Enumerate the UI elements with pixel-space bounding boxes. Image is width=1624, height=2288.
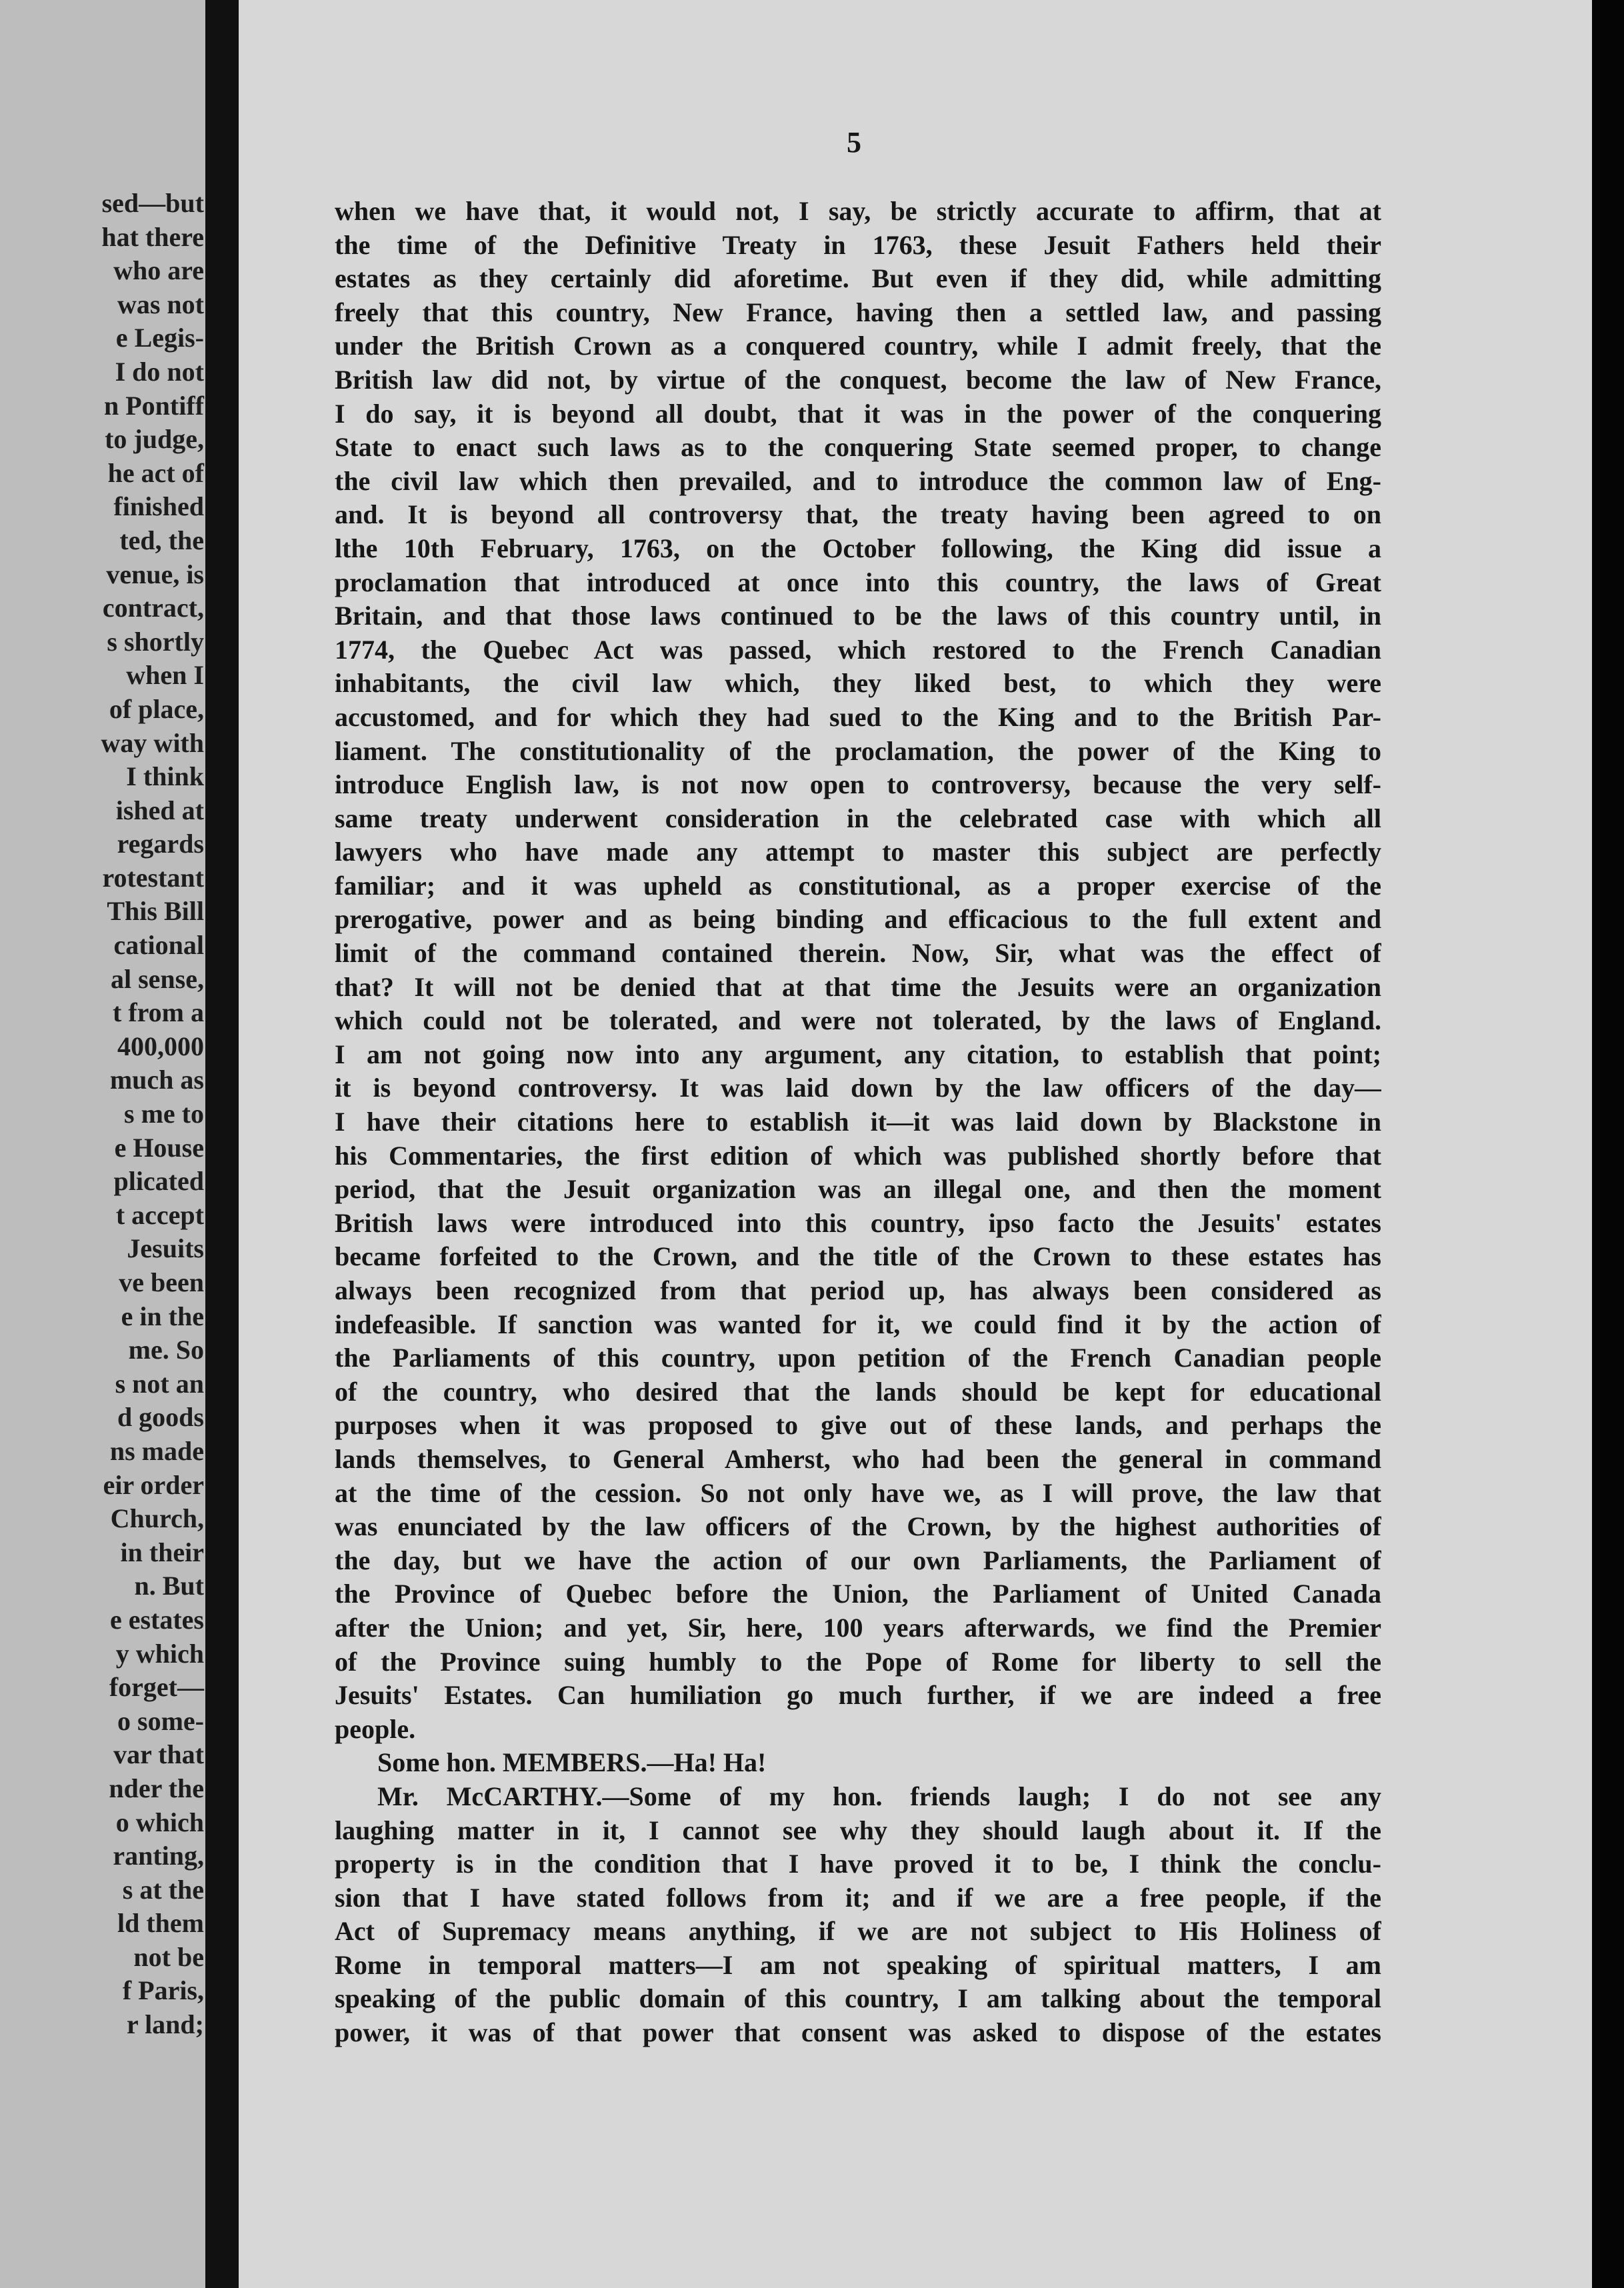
text-line: became forfeited to the Crown, and the title of the Crown to these estates has <box>335 1241 1381 1272</box>
left-page-line: plicated <box>113 1166 204 1197</box>
left-page-line: contract, <box>102 593 204 623</box>
left-facing-page <box>0 0 213 2288</box>
text-line: his Commentaries, the first edition of which was published shortly before that <box>335 1140 1381 1171</box>
text-line: lthe 10th February, 1763, on the October following, the King did issue a <box>335 533 1381 563</box>
left-page-line: d goods <box>117 1402 204 1433</box>
text-line: freely that this country, New France, having then a settled law, and passing <box>335 297 1381 327</box>
left-page-line: I think <box>126 761 204 792</box>
text-line: lands themselves, to General Amherst, who had been the general in command <box>335 1443 1381 1474</box>
text-line: introduce English law, is not now open to controversy, because the very self- <box>335 769 1381 800</box>
left-page-line: ted, the <box>119 525 204 555</box>
text-line: Jesuits' Estates. Can humiliation go much further, if we are indeed a free <box>335 1680 1381 1711</box>
text-line: when we have that, it would not, I say, be strictly accurate to affirm, that at <box>335 196 1381 226</box>
left-page-line: was not <box>117 289 204 319</box>
left-page-line: n. But <box>134 1571 204 1601</box>
text-line: same treaty underwent consideration in the celebrated case with which all <box>335 803 1381 833</box>
left-page-line: s not an <box>115 1368 204 1399</box>
text-line: people. <box>335 1713 416 1744</box>
text-line: property is in the condition that I have proved it to be, I think the conclu- <box>335 1849 1381 1879</box>
left-page-line: ished at <box>115 795 204 825</box>
left-page-line: sed—but <box>101 188 204 218</box>
left-page-line: me. So <box>128 1335 204 1365</box>
text-line: period, that the Jesuit organization was an illegal one, and then the moment <box>335 1174 1381 1205</box>
text-line: after the Union; and yet, Sir, here, 100 years afterwards, we find the Premier <box>335 1612 1381 1643</box>
left-page-line: I do not <box>115 356 204 387</box>
left-page-line: s shortly <box>107 626 204 657</box>
text-line: sion that I have stated follows from it; and if we are a free people, if the <box>335 1882 1381 1913</box>
text-line: limit of the command contained therein. Now, Sir, what was the effect of <box>335 938 1381 969</box>
text-line: which could not be tolerated, and were not tolerated, by the laws of England. <box>335 1005 1381 1036</box>
text-line: British law did not, by virtue of the conquest, become the law of New France, <box>335 364 1381 395</box>
left-page-text-column <box>101 187 204 2042</box>
left-page-line: o some- <box>117 1705 204 1736</box>
text-line: the civil law which then prevailed, and to introduce the common law of Eng- <box>335 465 1381 496</box>
left-page-line: t from a <box>113 997 204 1028</box>
body-text <box>335 195 1381 2050</box>
left-page-line: in their <box>120 1537 204 1567</box>
text-line: purposes when it was proposed to give out of these lands, and perhaps the <box>335 1410 1381 1441</box>
left-page-line: who are <box>113 255 204 286</box>
text-line: of the Province suing humbly to the Pope of Rome for liberty to sell the <box>335 1646 1381 1677</box>
left-page-line: cational <box>113 930 204 961</box>
text-line: laughing matter in it, I cannot see why they should laugh about it. If the <box>335 1815 1381 1845</box>
text-line: and. It is beyond all controversy that, the treaty having been agreed to on <box>335 499 1381 530</box>
text-line: the time of the Definitive Treaty in 1763, these Jesuit Fathers held their <box>335 229 1381 260</box>
text-line: the Province of Quebec before the Union, the Parliament of United Canada <box>335 1579 1381 1609</box>
left-page-line: rotestant <box>102 862 204 893</box>
text-line: I have their citations here to establish it—it was laid down by Blackstone in <box>335 1107 1381 1137</box>
left-page-line: way with <box>101 727 204 758</box>
left-page-line: venue, is <box>106 559 204 589</box>
left-page-line: 400,000 <box>117 1031 204 1061</box>
text-line: estates as they certainly did aforetime. But even if they did, while admitting <box>335 263 1381 294</box>
text-line: liament. The constitutionality of the proclamation, the power of the King to <box>335 735 1381 766</box>
left-page-line: nder the <box>109 1773 204 1803</box>
page-edge-shadow <box>1592 0 1624 2288</box>
left-page-line: eir order <box>103 1469 204 1500</box>
text-line: Rome in temporal matters—I am not speaking of spiritual matters, I am <box>335 1949 1381 1980</box>
left-page-line: finished <box>113 491 204 522</box>
text-line: Some hon. MEMBERS.—Ha! Ha! <box>377 1747 767 1778</box>
text-line: 1774, the Quebec Act was passed, which restored to the French Canadian <box>335 634 1381 665</box>
text-line: indefeasible. If sanction was wanted for it, we could find it by the action of <box>335 1309 1381 1339</box>
left-page-line: t accept <box>115 1199 204 1230</box>
left-page-line: e House <box>114 1132 204 1163</box>
left-page-line: of place, <box>109 693 204 724</box>
text-line: the Parliaments of this country, upon petition of the French Canadian people <box>335 1343 1381 1373</box>
text-line: lawyers who have made any attempt to master this subject are perfectly <box>335 837 1381 867</box>
text-line: accustomed, and for which they had sued to the King and to the British Par- <box>335 701 1381 732</box>
left-page-line: forget— <box>109 1672 204 1703</box>
text-line: speaking of the public domain of this country, I am talking about the temporal <box>335 1983 1381 2014</box>
left-page-line: n Pontiff <box>104 390 204 421</box>
text-line: it is beyond controversy. It was laid down by the law officers of the day— <box>335 1073 1381 1103</box>
left-page-line: ld them <box>117 1908 204 1939</box>
text-line: I do say, it is beyond all doubt, that it was in the power of the conquering <box>335 398 1381 429</box>
left-page-line: Jesuits <box>127 1233 204 1264</box>
text-line: at the time of the cession. So not only have we, as I will prove, the law that <box>335 1477 1381 1508</box>
text-line: State to enact such laws as to the conquering State seemed proper, to change <box>335 432 1381 463</box>
left-page-line: ve been <box>119 1267 204 1297</box>
text-line: inhabitants, the civil law which, they liked best, to which they were <box>335 668 1381 699</box>
book-gutter <box>205 0 239 2288</box>
left-page-line: y which <box>115 1638 204 1669</box>
left-page-line: regards <box>117 829 204 859</box>
left-page-line: Church, <box>110 1503 204 1534</box>
left-page-line: e Legis- <box>115 323 204 353</box>
text-line: was enunciated by the law officers of the Crown, by the highest authorities of <box>335 1511 1381 1542</box>
text-line: I am not going now into any argument, any citation, to establish that point; <box>335 1039 1381 1069</box>
left-page-line: var that <box>113 1739 204 1770</box>
left-page-line: hat there <box>101 221 204 252</box>
left-page-line: This Bill <box>107 896 204 927</box>
text-line: the day, but we have the action of our own Parliaments, the Parliament of <box>335 1545 1381 1575</box>
left-page-line: not be <box>133 1941 204 1972</box>
left-page-line: he act of <box>107 457 204 488</box>
text-line: of the country, who desired that the lands should be kept for educational <box>335 1376 1381 1407</box>
text-line: under the British Crown as a conquered country, while I admit freely, that the <box>335 331 1381 361</box>
left-page-line: s at the <box>122 1874 204 1905</box>
left-page-line: s me to <box>124 1099 204 1129</box>
text-line: British laws were introduced into this country, ipso facto the Jesuits' estates <box>335 1207 1381 1238</box>
text-line: prerogative, power and as being binding and efficacious to the full extent and <box>335 904 1381 935</box>
left-page-line: when I <box>126 660 204 691</box>
left-page-line: o which <box>115 1807 204 1837</box>
text-line: familiar; and it was upheld as constitutional, as a proper exercise of the <box>335 870 1381 901</box>
text-line: Mr. McCARTHY.—Some of my hon. friends laugh; I do not see any <box>377 1781 1381 1811</box>
text-line: always been recognized from that period up, has always been considered as <box>335 1275 1381 1305</box>
left-page-line: r land; <box>127 2009 204 2040</box>
left-page-line: to judge, <box>105 424 204 455</box>
left-page-line: e estates <box>109 1604 204 1635</box>
left-page-line: ranting, <box>113 1841 204 1871</box>
text-line: Act of Supremacy means anything, if we are not subject to His Holiness of <box>335 1916 1381 1947</box>
page-number: 5 <box>847 126 861 159</box>
left-page-line: ns made <box>109 1435 204 1466</box>
text-line: Britain, and that those laws continued to be the laws of this country until, in <box>335 601 1381 631</box>
left-page-line: e in the <box>121 1301 204 1331</box>
left-page-line: f Paris, <box>122 1975 204 2006</box>
text-line: that? It will not be denied that at that time the Jesuits were an organization <box>335 971 1381 1002</box>
left-page-line: much as <box>109 1065 204 1095</box>
text-line: power, it was of that power that consent was asked to dispose of the estates <box>335 2017 1381 2048</box>
text-line: proclamation that introduced at once into this country, the laws of Great <box>335 567 1381 597</box>
left-page-line: al sense, <box>111 963 204 994</box>
